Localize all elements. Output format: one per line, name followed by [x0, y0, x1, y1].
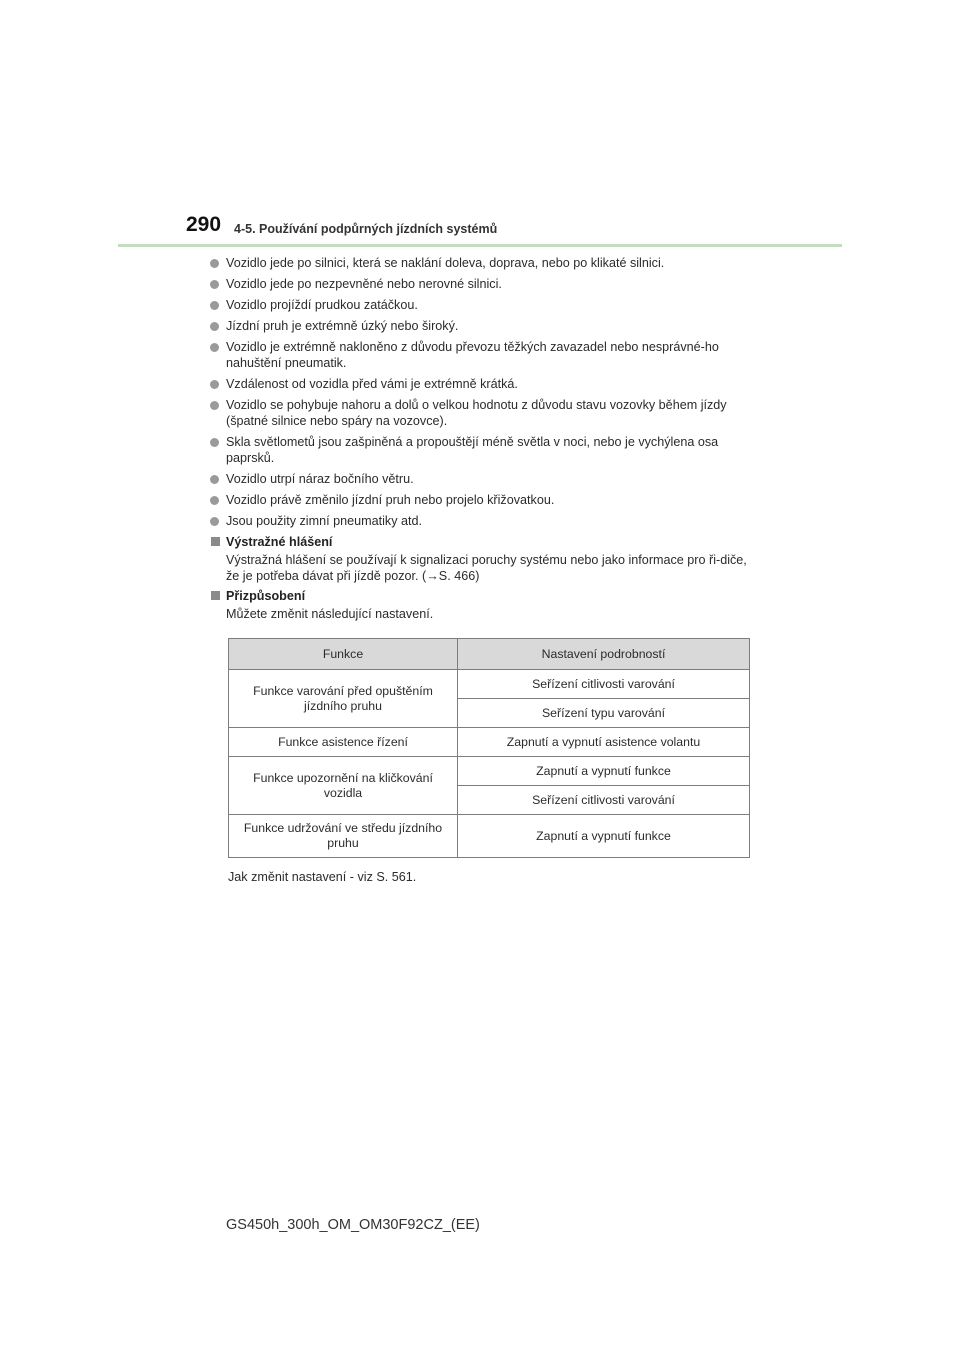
- bullet-icon: [210, 322, 219, 331]
- function-cell: Funkce upozornění na kličkování vozidla: [229, 757, 458, 815]
- list-item: Jsou použity zimní pneumatiky atd.: [210, 513, 755, 529]
- header-rule: [118, 244, 842, 247]
- customization-title: Přizpůsobení: [226, 589, 306, 603]
- list-item: Vozidlo právě změnilo jízdní pruh nebo projelo křižovatkou.: [210, 492, 755, 508]
- settings-table: [228, 638, 750, 858]
- function-cell: Funkce asistence řízení: [229, 728, 458, 757]
- page-header: [0, 0, 960, 250]
- bullet-icon: [210, 259, 219, 268]
- page-footer: GS450h_300h_OM_OM30F92CZ_(EE): [226, 1217, 480, 1233]
- warning-text: Výstražná hlášení se používají k signalizaci poruchy systému nebo jako informace pro ři-diče, že je potřeba dávat při jízdě pozor. (→S. 466): [226, 553, 747, 583]
- list-item: Vozidlo je extrémně nakloněno z důvodu převozu těžkých zavazadel nebo nesprávné-ho nahuštění pneumatik.: [210, 339, 755, 371]
- setting-cell: Seřízení citlivosti varování: [458, 670, 750, 699]
- list-item: Skla světlometů jsou zašpiněná a propouštějí méně světla v noci, nebo je vychýlena osa paprsků.: [210, 434, 755, 466]
- square-bullet-icon: [211, 591, 220, 600]
- table-row: [229, 728, 750, 757]
- setting-cell: Seřízení citlivosti varování: [458, 786, 750, 815]
- table-row: [229, 815, 750, 858]
- list-item: Vozidlo utrpí náraz bočního větru.: [210, 471, 755, 487]
- list-item: Vozidlo projíždí prudkou zatáčkou.: [210, 297, 755, 313]
- square-bullet-icon: [211, 537, 220, 546]
- warning-section: [210, 534, 755, 584]
- list-item: Vozidlo se pohybuje nahoru a dolů o velkou hodnotu z důvodu stavu vozovky během jízdy (špatné silnice nebo spáry na vozovce).: [210, 397, 755, 429]
- bullet-icon: [210, 343, 219, 352]
- section-title: 4-5. Používání podpůrných jízdních systémů: [234, 222, 498, 236]
- setting-cell: Zapnutí a vypnutí funkce: [458, 815, 750, 858]
- main-content: [210, 255, 755, 622]
- bullet-icon: [210, 475, 219, 484]
- bullet-icon: [210, 301, 219, 310]
- list-item: Vzdálenost od vozidla před vámi je extrémně krátká.: [210, 376, 755, 392]
- bullet-icon: [210, 280, 219, 289]
- warning-title: Výstražné hlášení: [226, 535, 333, 549]
- customization-section: [210, 588, 755, 622]
- list-item: Vozidlo jede po nezpevněné nebo nerovné silnici.: [210, 276, 755, 292]
- table-header-row: [229, 639, 750, 670]
- condition-list: [210, 255, 755, 529]
- column-header-function: Funkce: [229, 639, 458, 670]
- list-item: Jízdní pruh je extrémně úzký nebo široký.: [210, 318, 755, 334]
- setting-cell: Zapnutí a vypnutí funkce: [458, 757, 750, 786]
- bullet-icon: [210, 517, 219, 526]
- footnote: Jak změnit nastavení - viz S. 561.: [228, 870, 417, 884]
- table-row: [229, 670, 750, 699]
- table-row: [229, 757, 750, 786]
- function-cell: Funkce varování před opuštěním jízdního pruhu: [229, 670, 458, 728]
- setting-cell: Zapnutí a vypnutí asistence volantu: [458, 728, 750, 757]
- page-number: 290: [186, 213, 222, 236]
- bullet-icon: [210, 380, 219, 389]
- setting-cell: Seřízení typu varování: [458, 699, 750, 728]
- function-cell: Funkce udržování ve středu jízdního pruhu: [229, 815, 458, 858]
- column-header-settings: Nastavení podrobností: [458, 639, 750, 670]
- bullet-icon: [210, 401, 219, 410]
- list-item: Vozidlo jede po silnici, která se naklání doleva, doprava, nebo po klikaté silnici.: [210, 255, 755, 271]
- bullet-icon: [210, 438, 219, 447]
- customization-text: Můžete změnit následující nastavení.: [226, 607, 434, 621]
- bullet-icon: [210, 496, 219, 505]
